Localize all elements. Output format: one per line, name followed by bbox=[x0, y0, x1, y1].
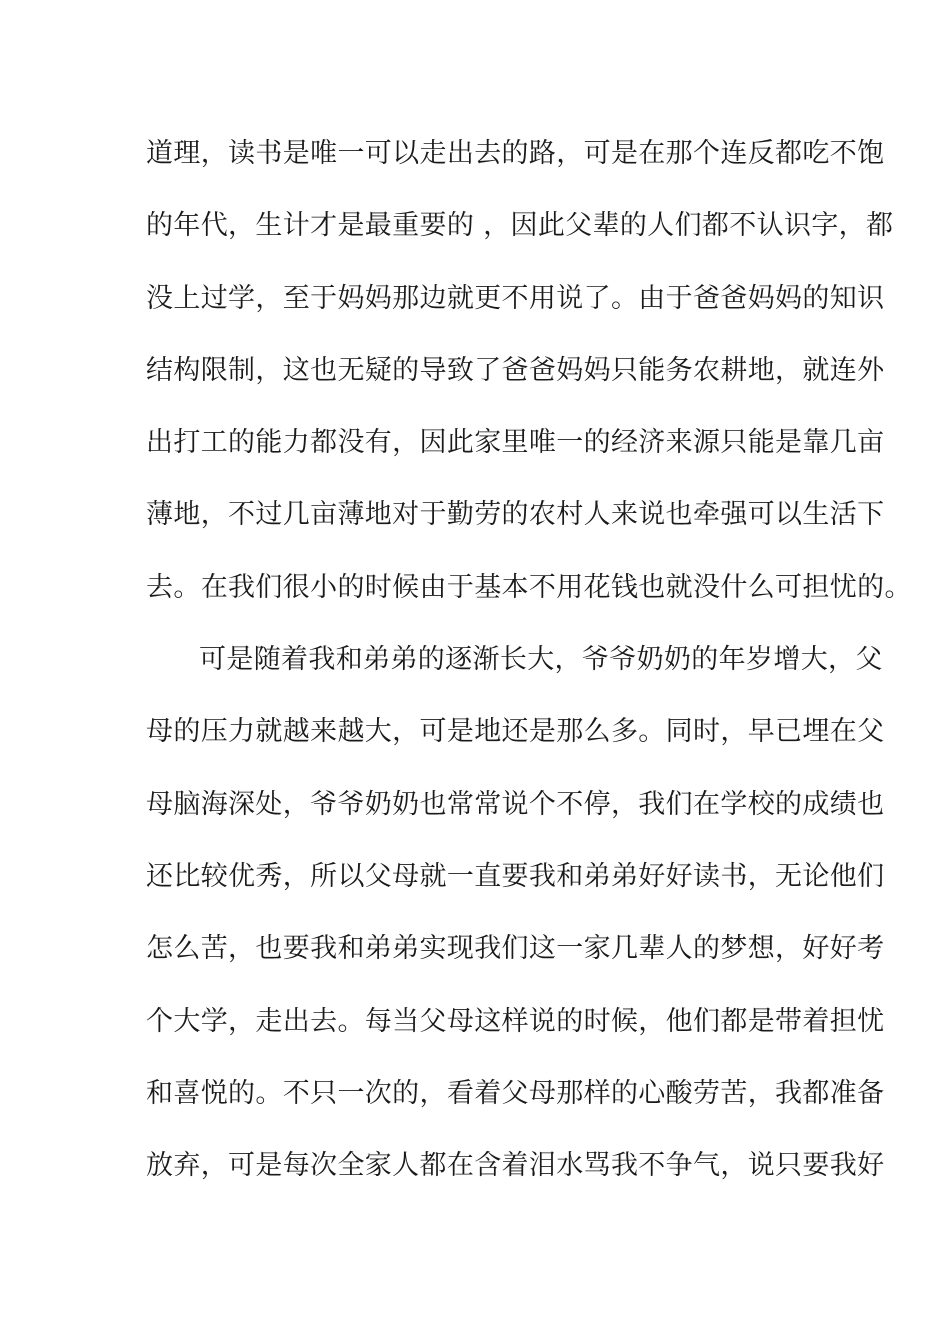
text-line: 出打工的能力都没有，因此家里唯一的经济来源只能是靠几亩 bbox=[146, 427, 885, 459]
text-line: 怎么苦，也要我和弟弟实现我们这一家几辈人的梦想，好好考 bbox=[146, 933, 885, 965]
text-line: 薄地，不过几亩薄地对于勤劳的农村人来说也牵强可以生活下 bbox=[146, 499, 885, 531]
text-line: 放弃，可是每次全家人都在含着泪水骂我不争气，说只要我好 bbox=[146, 1150, 885, 1182]
text-line: 结构限制，这也无疑的导致了爸爸妈妈只能务农耕地，就连外 bbox=[146, 354, 885, 386]
text-line: 没上过学，至于妈妈那边就更不用说了。由于爸爸妈妈的知识 bbox=[146, 282, 885, 314]
text-line: 母的压力就越来越大，可是地还是那么多。同时，早已埋在父 bbox=[146, 716, 885, 748]
body-text bbox=[146, 122, 912, 1206]
text-line: 的年代，生计才是最重要的 ，因此父辈的人们都不认识字，都 bbox=[146, 210, 894, 242]
text-line: 还比较优秀，所以父母就一直要我和弟弟好好读书，无论他们 bbox=[146, 860, 885, 892]
text-line: 母脑海深处，爷爷奶奶也常常说个不停，我们在学校的成绩也 bbox=[146, 788, 885, 820]
paragraph-first-line: 可是随着我和弟弟的逐渐长大，爷爷奶奶的年岁增大，父 bbox=[199, 644, 883, 676]
text-line: 个大学，走出去。每当父母这样说的时候，他们都是带着担忧 bbox=[146, 1005, 885, 1037]
text-line: 和喜悦的。不只一次的，看着父母那样的心酸劳苦，我都准备 bbox=[146, 1077, 885, 1109]
text-line: 去。在我们很小的时候由于基本不用花钱也就没什么可担忧的。 bbox=[146, 571, 912, 603]
text-line: 道理，读书是唯一可以走出去的路，可是在那个连反都吃不饱 bbox=[146, 138, 885, 169]
